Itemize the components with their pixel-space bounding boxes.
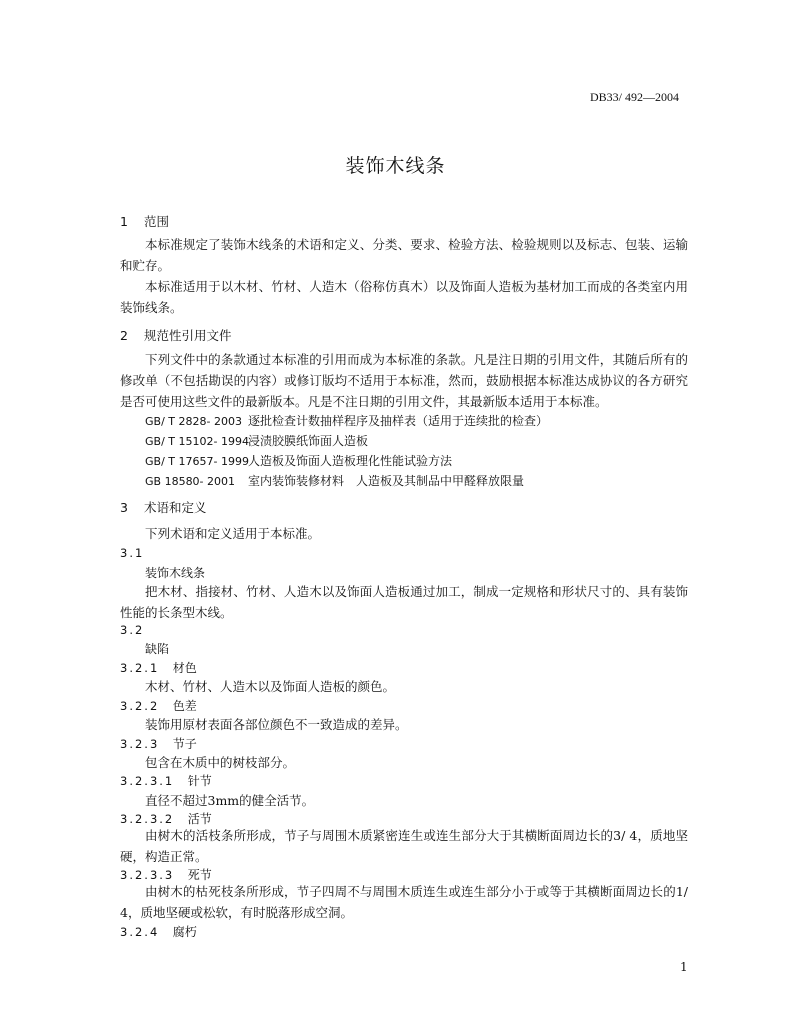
term-number: 3.2.3.1 [120,774,175,788]
reference-name: 人造板及饰面人造板理化性能试验方法 [248,454,453,468]
term-title: 腐朽 [172,925,197,939]
section-1-paragraph-2: 本标准适用于以木材、竹材、人造木（俗称仿真木）以及饰面人造板为基材加工而成的各类室内用装饰线条。 [120,279,688,315]
term-heading [120,772,212,789]
reference-code: GB 18580- 2001 [145,475,236,488]
section-2-heading [120,326,232,344]
term-heading [120,735,197,752]
page-number: 1 [680,960,688,974]
section-number: 2 [120,328,128,343]
reference-item [145,432,368,449]
term-definition: 包含在木质中的树枝部分。 [145,755,296,770]
reference-item [145,412,548,429]
reference-item [145,452,452,469]
reference-code: GB/ T 17657- 1999 [145,455,249,468]
section-1-heading [120,212,169,230]
standard-number: DB33/ 492—2004 [590,90,680,104]
term-heading [120,659,197,676]
term-title: 活节 [187,812,212,826]
term-title: 材色 [172,661,197,675]
section-3-heading [120,498,207,516]
section-title: 规范性引用文件 [144,328,232,343]
section-number: 1 [120,214,128,229]
term-definition: 直径不超过3mm的健全活节。 [145,793,315,808]
term-definition: 由树木的活枝条所形成，节子与周围木质紧密连生或连生部分大于其横断面周边长的3/ 4，质地坚硬，构造正常。 [120,828,688,864]
term-title: 针节 [187,774,212,788]
term-title: 缺陷 [145,642,170,656]
reference-code: GB/ T 2828- 2003 [145,415,242,428]
reference-name: 逐批检查计数抽样程序及抽样表（适用于连续批的检查） [248,414,549,428]
section-2-paragraph: 下列文件中的条款通过本标准的引用而成为本标准的条款。凡是注日期的引用文件，其随后所有的修改单（不包括勘误的内容）或修订版均不适用于本标准，然而，鼓励根据本标准达成协议的各方研究是否可使用这些文件的最新版本。凡是不注日期的引用文件，其最新版本适用于本标准。 [120,352,688,409]
term-definition: 木材、竹材、人造木以及饰面人造板的颜色。 [145,679,396,694]
term-number: 3.2.3.3 [120,868,175,882]
section-title: 术语和定义 [144,500,207,515]
page-title: 装饰木线条 [345,155,446,177]
term-number: 3.2 [120,623,145,637]
term-number: 3.2.3 [120,737,160,751]
term-title: 装饰木线条 [145,566,206,580]
term-definition: 由树木的枯死枝条所形成，节子四周不与周围木质连生或连生部分小于或等于其横断面周边长的1/ 4，质地坚硬或松软，有时脱落形成空洞。 [120,884,688,920]
section-3-intro: 下列术语和定义适用于本标准。 [145,526,321,541]
term-number: 3.2.2 [120,699,160,713]
section-1-paragraph-1: 本标准规定了装饰木线条的术语和定义、分类、要求、检验方法、检验规则以及标志、包装、运输和贮存。 [120,237,688,273]
reference-code: GB/ T 15102- 1994 [145,435,249,448]
term-number: 3.2.1 [120,661,160,675]
term-title: 节子 [172,737,197,751]
reference-item [145,472,524,489]
section-title: 范围 [144,214,170,229]
term-definition: 把木材、指接材、竹材、人造木以及饰面人造板通过加工，制成一定规格和形状尺寸的、具有装饰性能的长条型木线。 [120,584,688,620]
section-number: 3 [120,500,128,515]
reference-name: 浸渍胶膜纸饰面人造板 [248,434,369,448]
reference-name: 室内装饰装修材料 人造板及其制品中甲醛释放限量 [248,474,525,488]
term-number: 3.2.4 [120,925,160,939]
term-number: 3.1 [120,546,145,560]
term-heading [120,923,197,940]
term-definition: 装饰用原材表面各部位颜色不一致造成的差异。 [145,717,408,732]
term-title: 色差 [172,699,197,713]
term-number: 3.2.3.2 [120,812,175,826]
term-heading [120,697,197,714]
term-title: 死节 [187,868,212,882]
